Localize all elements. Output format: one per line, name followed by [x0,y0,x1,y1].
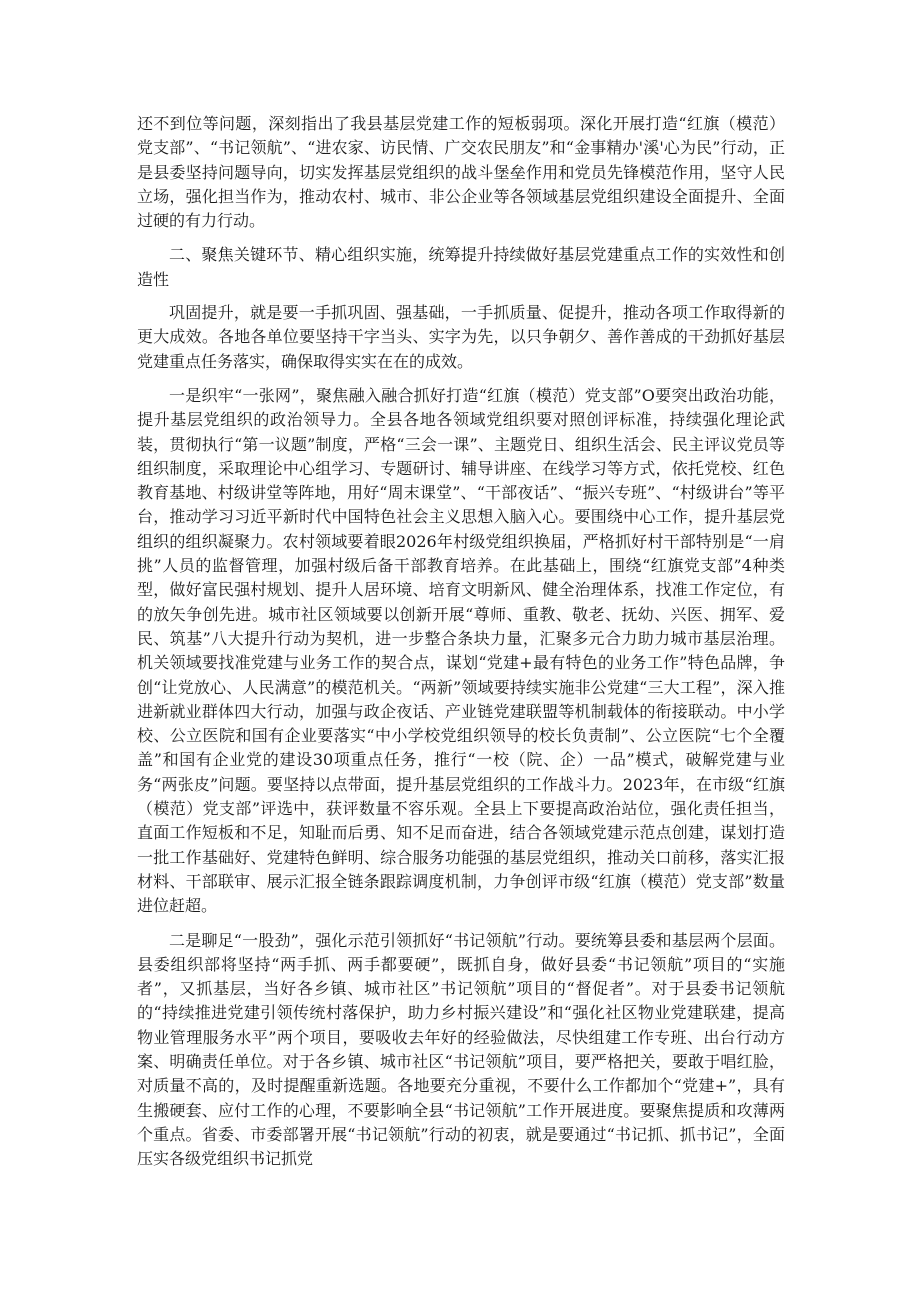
document-page [137,112,785,1171]
paragraph-1: 还不到位等问题，深刻指出了我县基层党建工作的短板弱项。深化开展打造“红旗（模范）党支部”、“书记领航”、“进农家、访民情、广交农民朋友”和“金事精办'溪'心为民”行动，正是县委坚持问题导向，切实发挥基层党组织的战斗堡垒作用和党员先锋模范作用，坚守人民立场，强化担当作为，推动农村、城市、非公企业等各领域基层党组织建设全面提升、全面过硬的有力行动。 [137,114,785,231]
paragraph-3: 巩固提升，就是要一手抓巩固、强基础，一手抓质量、促提升，推动各项工作取得新的更大成效。各地各单位要坚持干字当头、实字为先，以只争朝夕、善作善成的干劲抓好基层党建重点任务落实，确保取得实实在在的成效。 [137,303,785,371]
paragraph-5: 二是聊足“一股劲”，强化示范引领抓好“书记领航”行动。要统筹县委和基层两个层面。县委组织部将坚持“两手抓、两手都要硬”，既抓自身，做好县委“书记领航”项目的“实施者”，又抓基层，当好各乡镇、城市社区”书记领航”项目的“督促者”。对于县委书记领航的“持续推进党建引领传统村落保护，助力乡村振兴建设”和“强化社区物业党建联建，提高物业管理服务水平”两个项目，要吸收去年好的经验做法，尽快组建工作专班、出台行动方案、明确责任单位。对于各乡镇、城市社区“书记领航”项目，要严格把关，要敢于唱红脸，对质量不高的，及时提醒重新选题。各地要充分重视，不要什么工作都加个“党建+”，具有生搬硬套、应付工作的心理，不要影响全县“书记领航”工作开展进度。要聚焦提质和攻薄两个重点。省委、市委部署开展“书记领航”行动的初衷，就是要通过“书记抓、抓书记”，全面压实各级党组织书记抓党 [137,930,785,1169]
paragraph-4: 一是织牢“一张网”，聚焦融入融合抓好打造“红旗（模范）党支部”O要突出政治功能，提升基层党组织的政治领导力。全县各地各领域党组织要对照创评标准，持续强化理论武装，贯彻执行“第一议题”制度，严格“三会一课”、主题党日、组织生活会、民主评议党员等组织制度，采取理论中心组学习、专题研讨、辅导讲座、在线学习等方式，依托党校、红色教育基地、村级讲堂等阵地，用好“周末课堂”、“干部夜话”、“振兴专班”、“村级讲台”等平台，推动学习习近平新时代中国特色社会主义思想入脑入心。要围绕中心工作，提升基层党组织的组织凝聚力。农村领域要着眼2026年村级党组织换届，严格抓好村干部特别是“一肩挑”人员的监督管理，加强村级后备干部教育培养。在此基础上，围绕“红旗党支部”4种类型，做好富民强村规划、提升人居环境、培育文明新风、健全治理体系，找准工作定位，有的放矢争创先进。城市社区领域要以创新开展“尊师、重教、敬老、抚幼、兴医、拥军、爱民、筑基”八大提升行动为契机，进一步整合条块力量，汇聚多元合力助力城市基层治理。机关领域要找准党建与业务工作的契合点，谋划“党建+最有特色的业务工作”特色品牌，争创“让党放心、人民满意”的模范机关。“两新”领域要持续实施非公党建“三大工程”，深入推进新就业群体四大行动，加强与政企夜话、产业链党建联盟等机制载体的衔接联动。中小学校、公立医院和国有企业要落实“中小学校党组织领导的校长负责制”、公立医院“七个全覆盖”和国有企业党的建设30项重点任务，推行“一校（院、企）一品”模式，破解党建与业务“两张皮”问题。要坚持以点带面，提升基层党组织的工作战斗力。2023年，在市级“红旗（模范）党支部”评选中，获评数量不容乐观。全县上下要提高政治站位，强化责任担当，直面工作短板和不足，知耻而后勇、知不足而奋进，结合各领域党建示范点创建，谋划打造一批工作基础好、党建特色鲜明、综合服务功能强的基层党组织，推动关口前移，落实汇报材料、干部联审、展示汇报全链条跟踪调度机制，力争创评市级“红旗（模范）党支部”数量进位赶超。 [137,385,785,916]
section-heading-2: 二、聚焦关键环节、精心组织实施，统筹提升持续做好基层党建重点工作的实效性和创造性 [137,245,785,289]
